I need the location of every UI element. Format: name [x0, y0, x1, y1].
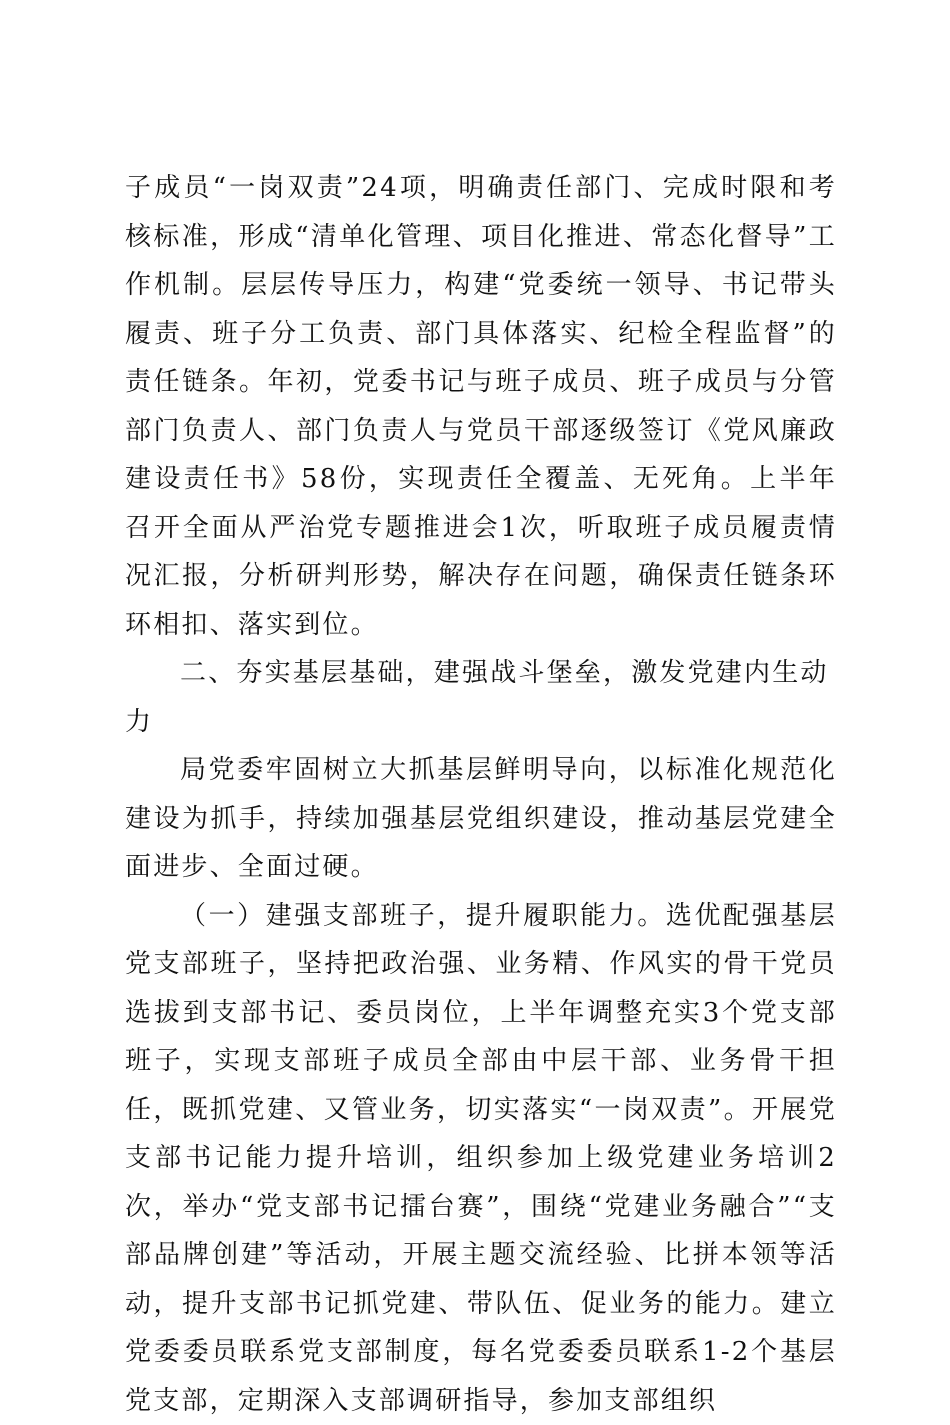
paragraph-intro: 局党委牢固树立大抓基层鲜明导向，以标准化规范化建设为抓手，持续加强基层党组织建设，推动基层党建全面进步、全面过硬。 — [125, 746, 837, 892]
paragraph-subsection-one: （一）建强支部班子，提升履职能力。选优配强基层党支部班子，坚持把政治强、业务精、作风实的骨干党员选拔到支部书记、委员岗位，上半年调整充实3个党支部班子，实现支部班子成员全部由中层干部、业务骨干担任，既抓党建、又管业务，切实落实“一岗双责”。开展党支部书记能力提升培训，组织参加上级党建业务培训2次，举办“党支部书记擂台赛”，围绕“党建业务融合”“支部品牌创建”等活动，开展主题交流经验、比拼本领等活动，提升支部书记抓党建、带队伍、促业务的能力。建立党委委员联系党支部制度，每名党委委员联系1-2个基层党支部，定期深入支部调研指导，参加支部组织 — [125, 892, 837, 1425]
document-body — [125, 164, 837, 1425]
section-heading: 二、夯实基层基础，建强战斗堡垒，激发党建内生动力 — [125, 649, 837, 746]
paragraph-continued: 子成员“一岗双责”24项，明确责任部门、完成时限和考核标准，形成“清单化管理、项目化推进、常态化督导”工作机制。层层传导压力，构建“党委统一领导、书记带头履责、班子分工负责、部门具体落实、纪检全程监督”的责任链条。年初，党委书记与班子成员、班子成员与分管部门负责人、部门负责人与党员干部逐级签订《党风廉政建设责任书》58份，实现责任全覆盖、无死角。上半年召开全面从严治党专题推进会1次，听取班子成员履责情况汇报，分析研判形势，解决存在问题，确保责任链条环环相扣、落实到位。 — [125, 164, 837, 649]
